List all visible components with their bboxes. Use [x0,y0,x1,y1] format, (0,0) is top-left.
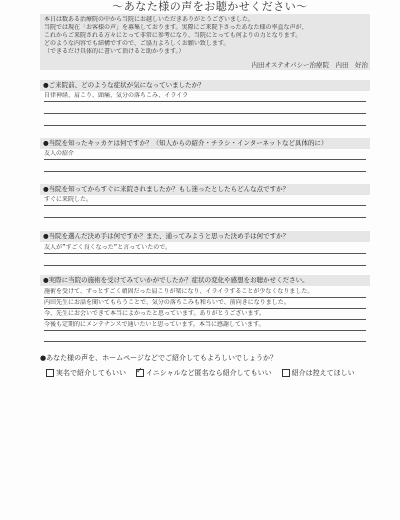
checkbox-icon[interactable] [282,369,290,377]
intro-line: どのような内容でも結構ですので、ご協力よろしくお願い致します。 [44,40,230,47]
answer-line [44,341,366,342]
option-real-name[interactable] [46,368,126,378]
question-decision: ●当院を選んだ決め手は何ですか？また、通ってみようと思った決め手は何ですか？ [40,231,370,242]
answer-impression: 今後も定期的にメンテナンスで通いたいと思っています。本当に感謝しています。 [44,321,265,328]
answer-line [44,101,366,102]
intro-line: これからご来院される方々にとって非常に参考になり、当院にとっても何よりの力となります。 [44,32,302,39]
answer-line [44,159,366,160]
option-anonymous[interactable] [136,368,272,378]
option-label: イニシャルなど匿名なら紹介してもいい [146,369,272,377]
answer-line [44,330,366,331]
option-decline[interactable] [282,368,355,378]
answer-line [44,297,366,298]
intro-line: 当院では現在「お客様の声」を募集しております。実際にご来院下さったあなた様の率直な声が、 [44,24,308,31]
answer-impression: 内田先生にお話を聞いてもらうことで、気分の落ちこみも和らいで、前向きになりました。 [44,299,290,306]
answer-impression: 今、先生にお会いできて本当によかったと思っています。ありがとうございます。 [44,310,266,317]
clinic-signature: 内田オステオパシー治療院 内田 好治 [251,61,368,69]
answer-line [44,125,366,126]
answer-line [44,319,366,320]
page-title: ～あなた様の声をお聴かせください～ [112,0,308,13]
option-label: 実名で紹介してもいい [56,369,126,377]
answer-hesitation: すぐに来院した。 [44,196,93,203]
question-trigger: ●当院を知ったキッカケは何ですか？（知人からの紹介・チラシ・インターネットなど具体的に） [40,138,370,149]
answer-line [44,171,366,172]
question-symptoms: ●ご来院前、どのような症状が気になっていましたか？ [40,80,370,91]
publish-question: ●あなた様の声を、ホームページなどでご紹介してもよろしいでしょうか？ [40,354,277,362]
answer-line [44,265,366,266]
answer-line [44,308,366,309]
question-impression: ●実際に当院の施術を受けてみていかがでしたか？症状の変化や感想をお聴かせください。 [40,275,370,286]
publish-options [46,368,376,378]
intro-line: 本日は数ある治療院の中から当院にお越しいただきありがとうございました。 [44,16,255,23]
answer-line [44,205,366,206]
answer-impression: 施術を受けて、ずっとすごく頑固だった肩こりが楽になり、イライラすることが少なくなりました。 [44,288,314,295]
answer-line [44,253,366,254]
question-hesitation: ●当院を知ってからすぐに来院されましたか？もし迷ったとしたらどんな点ですか？ [40,184,370,195]
answer-line [44,217,366,218]
checkbox-icon[interactable] [46,369,54,377]
answer-line [44,113,366,114]
option-label: 紹介は控えてほしい [291,369,355,377]
checkbox-checked-icon[interactable] [136,369,144,377]
answer-decision: 友人が”すごく良くなった”と言っていたので。 [44,244,172,251]
answer-symptoms: 自律神経、肩こり、頭痛、気分の落ちこみ、イライラ [44,92,189,99]
intro-line: （できるだけ具体的に書いて頂けると助かります。） [44,48,185,55]
answer-trigger: 友人の紹介 [44,150,75,157]
